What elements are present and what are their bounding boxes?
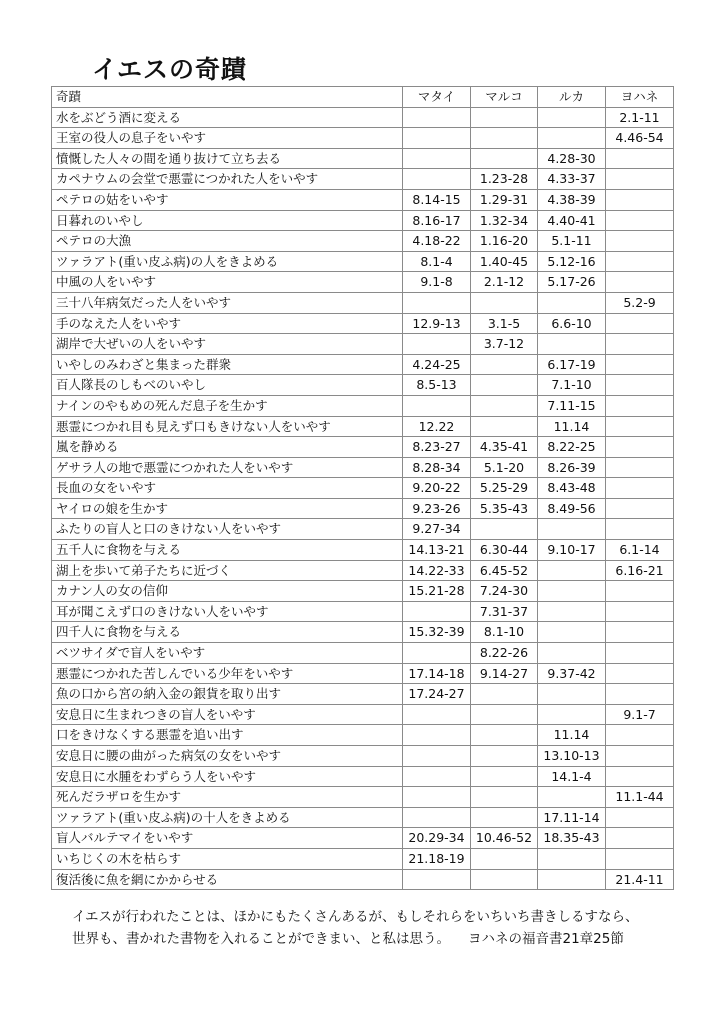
luke-cell — [538, 334, 606, 355]
table-row — [52, 601, 674, 622]
header-row — [52, 87, 674, 108]
mark-cell: 5.25-29 — [471, 478, 538, 499]
miracle-cell: ペテロの姑をいやす — [52, 189, 403, 210]
luke-cell — [538, 684, 606, 705]
matthew-cell: 21.18-19 — [403, 848, 471, 869]
matthew-cell — [403, 746, 471, 767]
mark-cell: 1.16-20 — [471, 231, 538, 252]
miracle-cell: カナン人の女の信仰 — [52, 581, 403, 602]
john-cell — [606, 437, 674, 458]
matthew-cell: 15.21-28 — [403, 581, 471, 602]
matthew-cell: 4.18-22 — [403, 231, 471, 252]
matthew-cell: 8.16-17 — [403, 210, 471, 231]
table-row — [52, 375, 674, 396]
miracle-cell: ナインのやもめの死んだ息子を生かす — [52, 395, 403, 416]
mark-cell: 4.35-41 — [471, 437, 538, 458]
table-row — [52, 169, 674, 190]
column-header-mark: マルコ — [471, 87, 538, 108]
miracle-cell: ペテロの大漁 — [52, 231, 403, 252]
miracle-cell: 死んだラザロを生かす — [52, 787, 403, 808]
table-row — [52, 478, 674, 499]
mark-cell — [471, 746, 538, 767]
luke-cell — [538, 869, 606, 890]
matthew-cell: 15.32-39 — [403, 622, 471, 643]
john-cell — [606, 478, 674, 499]
footer-quote — [72, 906, 692, 950]
mark-cell — [471, 787, 538, 808]
matthew-cell — [403, 766, 471, 787]
mark-cell: 1.23-28 — [471, 169, 538, 190]
table-row — [52, 292, 674, 313]
luke-cell — [538, 787, 606, 808]
luke-cell: 11.14 — [538, 725, 606, 746]
mark-cell — [471, 869, 538, 890]
luke-cell: 7.11-15 — [538, 395, 606, 416]
luke-cell: 9.10-17 — [538, 540, 606, 561]
miracle-cell: 三十八年病気だった人をいやす — [52, 292, 403, 313]
luke-cell: 13.10-13 — [538, 746, 606, 767]
miracle-cell: いちじくの木を枯らす — [52, 848, 403, 869]
luke-cell — [538, 601, 606, 622]
miracle-cell: 長血の女をいやす — [52, 478, 403, 499]
john-cell — [606, 272, 674, 293]
matthew-cell: 17.14-18 — [403, 663, 471, 684]
john-cell — [606, 148, 674, 169]
mark-cell — [471, 128, 538, 149]
table-row — [52, 560, 674, 581]
quote-line-2 — [72, 928, 692, 950]
matthew-cell — [403, 395, 471, 416]
matthew-cell — [403, 128, 471, 149]
john-cell — [606, 334, 674, 355]
john-cell — [606, 601, 674, 622]
table-row — [52, 272, 674, 293]
luke-cell: 5.1-11 — [538, 231, 606, 252]
miracle-cell: 安息日に腰の曲がった病気の女をいやす — [52, 746, 403, 767]
mark-cell — [471, 395, 538, 416]
table-row — [52, 848, 674, 869]
matthew-cell — [403, 292, 471, 313]
matthew-cell: 9.23-26 — [403, 498, 471, 519]
miracle-cell: ツァラアト(重い皮ふ病)の十人をきよめる — [52, 807, 403, 828]
john-cell — [606, 251, 674, 272]
mark-cell: 1.32-34 — [471, 210, 538, 231]
luke-cell: 14.1-4 — [538, 766, 606, 787]
miracle-cell: 耳が聞こえず口のきけない人をいやす — [52, 601, 403, 622]
miracle-cell: 口をきけなくする悪霊を追い出す — [52, 725, 403, 746]
column-header-luke: ルカ — [538, 87, 606, 108]
miracle-cell: カペナウムの会堂で悪霊につかれた人をいやす — [52, 169, 403, 190]
table-row — [52, 828, 674, 849]
luke-cell: 4.38-39 — [538, 189, 606, 210]
john-cell: 4.46-54 — [606, 128, 674, 149]
mark-cell — [471, 807, 538, 828]
luke-cell — [538, 560, 606, 581]
miracle-cell: 安息日に水腫をわずらう人をいやす — [52, 766, 403, 787]
table-row — [52, 519, 674, 540]
mark-cell: 1.29-31 — [471, 189, 538, 210]
miracle-cell: いやしのみわざと集まった群衆 — [52, 354, 403, 375]
matthew-cell: 14.22-33 — [403, 560, 471, 581]
quote-line-1: イエスが行われたことは、ほかにもたくさんあるが、もしそれらをいちいち書きしるすなら、 — [72, 909, 639, 925]
column-header-matthew: マタイ — [403, 87, 471, 108]
matthew-cell: 12.22 — [403, 416, 471, 437]
table-row — [52, 725, 674, 746]
mark-cell: 6.45-52 — [471, 560, 538, 581]
mark-cell: 2.1-12 — [471, 272, 538, 293]
mark-cell: 8.22-26 — [471, 643, 538, 664]
john-cell: 9.1-7 — [606, 704, 674, 725]
miracle-cell: 王室の役人の息子をいやす — [52, 128, 403, 149]
table-row — [52, 231, 674, 252]
john-cell — [606, 663, 674, 684]
mark-cell — [471, 519, 538, 540]
miracle-cell: 悪霊につかれた苦しんでいる少年をいやす — [52, 663, 403, 684]
matthew-cell — [403, 704, 471, 725]
table-row — [52, 869, 674, 890]
quote-line-2-text: 世界も、書かれた書物を入れることができまい、と私は思う。 — [72, 931, 450, 947]
luke-cell: 5.17-26 — [538, 272, 606, 293]
luke-cell: 8.22-25 — [538, 437, 606, 458]
table-row — [52, 128, 674, 149]
mark-cell: 3.7-12 — [471, 334, 538, 355]
luke-cell: 8.49-56 — [538, 498, 606, 519]
miracle-cell: ベツサイダで盲人をいやす — [52, 643, 403, 664]
luke-cell: 9.37-42 — [538, 663, 606, 684]
table-row — [52, 663, 674, 684]
table-row — [52, 210, 674, 231]
matthew-cell: 8.5-13 — [403, 375, 471, 396]
john-cell — [606, 725, 674, 746]
table-row — [52, 107, 674, 128]
miracle-cell: 嵐を静める — [52, 437, 403, 458]
mark-cell: 5.1-20 — [471, 457, 538, 478]
miracle-cell: 四千人に食物を与える — [52, 622, 403, 643]
john-cell: 11.1-44 — [606, 787, 674, 808]
john-cell — [606, 169, 674, 190]
column-header-john: ヨハネ — [606, 87, 674, 108]
miracle-cell: 盲人バルテマイをいやす — [52, 828, 403, 849]
john-cell — [606, 519, 674, 540]
miracles-table — [51, 86, 674, 890]
mark-cell — [471, 725, 538, 746]
miracle-cell: 湖岸で大ぜいの人をいやす — [52, 334, 403, 355]
mark-cell — [471, 292, 538, 313]
matthew-cell: 8.1-4 — [403, 251, 471, 272]
table-row — [52, 354, 674, 375]
table-row — [52, 251, 674, 272]
table-row — [52, 787, 674, 808]
miracle-cell: 手のなえた人をいやす — [52, 313, 403, 334]
matthew-cell — [403, 107, 471, 128]
table-row — [52, 622, 674, 643]
table-row — [52, 746, 674, 767]
john-cell: 21.4-11 — [606, 869, 674, 890]
john-cell — [606, 746, 674, 767]
john-cell — [606, 354, 674, 375]
miracle-cell: ゲサラ人の地で悪霊につかれた人をいやす — [52, 457, 403, 478]
matthew-cell — [403, 601, 471, 622]
mark-cell: 7.31-37 — [471, 601, 538, 622]
miracle-cell: 安息日に生まれつきの盲人をいやす — [52, 704, 403, 725]
luke-cell: 5.12-16 — [538, 251, 606, 272]
matthew-cell: 8.28-34 — [403, 457, 471, 478]
john-cell — [606, 210, 674, 231]
luke-cell — [538, 622, 606, 643]
table-row — [52, 581, 674, 602]
table-row — [52, 395, 674, 416]
matthew-cell: 8.14-15 — [403, 189, 471, 210]
mark-cell: 6.30-44 — [471, 540, 538, 561]
mark-cell — [471, 107, 538, 128]
miracle-cell: 憤慨した人々の間を通り抜けて立ち去る — [52, 148, 403, 169]
john-cell — [606, 498, 674, 519]
luke-cell — [538, 519, 606, 540]
john-cell — [606, 622, 674, 643]
table-row — [52, 643, 674, 664]
mark-cell: 5.35-43 — [471, 498, 538, 519]
matthew-cell: 8.23-27 — [403, 437, 471, 458]
table-row — [52, 457, 674, 478]
matthew-cell — [403, 725, 471, 746]
table-row — [52, 540, 674, 561]
miracle-cell: ふたりの盲人と口のきけない人をいやす — [52, 519, 403, 540]
john-cell — [606, 643, 674, 664]
table-row — [52, 704, 674, 725]
table-row — [52, 313, 674, 334]
luke-cell: 8.43-48 — [538, 478, 606, 499]
luke-cell — [538, 848, 606, 869]
mark-cell — [471, 684, 538, 705]
mark-cell — [471, 766, 538, 787]
matthew-cell: 14.13-21 — [403, 540, 471, 561]
table-row — [52, 416, 674, 437]
luke-cell: 6.17-19 — [538, 354, 606, 375]
table-row — [52, 684, 674, 705]
matthew-cell — [403, 148, 471, 169]
mark-cell: 10.46-52 — [471, 828, 538, 849]
luke-cell — [538, 292, 606, 313]
mark-cell: 3.1-5 — [471, 313, 538, 334]
john-cell — [606, 189, 674, 210]
table-row — [52, 189, 674, 210]
matthew-cell: 4.24-25 — [403, 354, 471, 375]
luke-cell: 11.14 — [538, 416, 606, 437]
table-row — [52, 334, 674, 355]
matthew-cell: 9.20-22 — [403, 478, 471, 499]
luke-cell: 4.28-30 — [538, 148, 606, 169]
table-row — [52, 148, 674, 169]
john-cell — [606, 581, 674, 602]
matthew-cell — [403, 869, 471, 890]
miracle-cell: 中風の人をいやす — [52, 272, 403, 293]
john-cell — [606, 395, 674, 416]
john-cell — [606, 313, 674, 334]
john-cell: 6.1-14 — [606, 540, 674, 561]
mark-cell — [471, 354, 538, 375]
john-cell — [606, 848, 674, 869]
matthew-cell: 9.1-8 — [403, 272, 471, 293]
luke-cell: 4.33-37 — [538, 169, 606, 190]
mark-cell — [471, 848, 538, 869]
john-cell: 2.1-11 — [606, 107, 674, 128]
matthew-cell — [403, 169, 471, 190]
matthew-cell: 17.24-27 — [403, 684, 471, 705]
column-header-miracle: 奇蹟 — [52, 87, 403, 108]
table-row — [52, 807, 674, 828]
miracle-cell: ツァラアト(重い皮ふ病)の人をきよめる — [52, 251, 403, 272]
luke-cell — [538, 581, 606, 602]
luke-cell — [538, 107, 606, 128]
john-cell — [606, 375, 674, 396]
john-cell — [606, 828, 674, 849]
mark-cell — [471, 416, 538, 437]
john-cell — [606, 684, 674, 705]
mark-cell — [471, 148, 538, 169]
mark-cell — [471, 375, 538, 396]
luke-cell: 7.1-10 — [538, 375, 606, 396]
matthew-cell: 12.9-13 — [403, 313, 471, 334]
mark-cell: 8.1-10 — [471, 622, 538, 643]
john-cell — [606, 231, 674, 252]
miracle-cell: 水をぶどう酒に変える — [52, 107, 403, 128]
matthew-cell: 20.29-34 — [403, 828, 471, 849]
matthew-cell — [403, 643, 471, 664]
luke-cell: 17.11-14 — [538, 807, 606, 828]
mark-cell — [471, 704, 538, 725]
table-body — [52, 107, 674, 890]
luke-cell — [538, 128, 606, 149]
mark-cell: 9.14-27 — [471, 663, 538, 684]
luke-cell: 18.35-43 — [538, 828, 606, 849]
matthew-cell — [403, 334, 471, 355]
luke-cell — [538, 704, 606, 725]
miracle-cell: ヤイロの娘を生かす — [52, 498, 403, 519]
miracle-cell: 魚の口から宮の納入金の銀貨を取り出す — [52, 684, 403, 705]
table-row — [52, 437, 674, 458]
mark-cell: 7.24-30 — [471, 581, 538, 602]
matthew-cell — [403, 807, 471, 828]
table-row — [52, 498, 674, 519]
luke-cell: 4.40-41 — [538, 210, 606, 231]
matthew-cell — [403, 787, 471, 808]
page-title: イエスの奇蹟 — [92, 55, 248, 84]
miracle-cell: 悪霊につかれ目も見えず口もきけない人をいやす — [52, 416, 403, 437]
john-cell — [606, 457, 674, 478]
miracle-cell: 復活後に魚を網にかからせる — [52, 869, 403, 890]
table-row — [52, 766, 674, 787]
miracle-cell: 五千人に食物を与える — [52, 540, 403, 561]
john-cell — [606, 766, 674, 787]
john-cell — [606, 807, 674, 828]
table-header — [52, 87, 674, 108]
matthew-cell: 9.27-34 — [403, 519, 471, 540]
luke-cell — [538, 643, 606, 664]
miracle-cell: 湖上を歩いて弟子たちに近づく — [52, 560, 403, 581]
miracle-cell: 百人隊長のしもべのいやし — [52, 375, 403, 396]
john-cell: 5.2-9 — [606, 292, 674, 313]
john-cell: 6.16-21 — [606, 560, 674, 581]
mark-cell: 1.40-45 — [471, 251, 538, 272]
john-cell — [606, 416, 674, 437]
quote-source: ヨハネの福音書21章25節 — [468, 931, 624, 947]
luke-cell: 8.26-39 — [538, 457, 606, 478]
miracle-cell: 日暮れのいやし — [52, 210, 403, 231]
luke-cell: 6.6-10 — [538, 313, 606, 334]
